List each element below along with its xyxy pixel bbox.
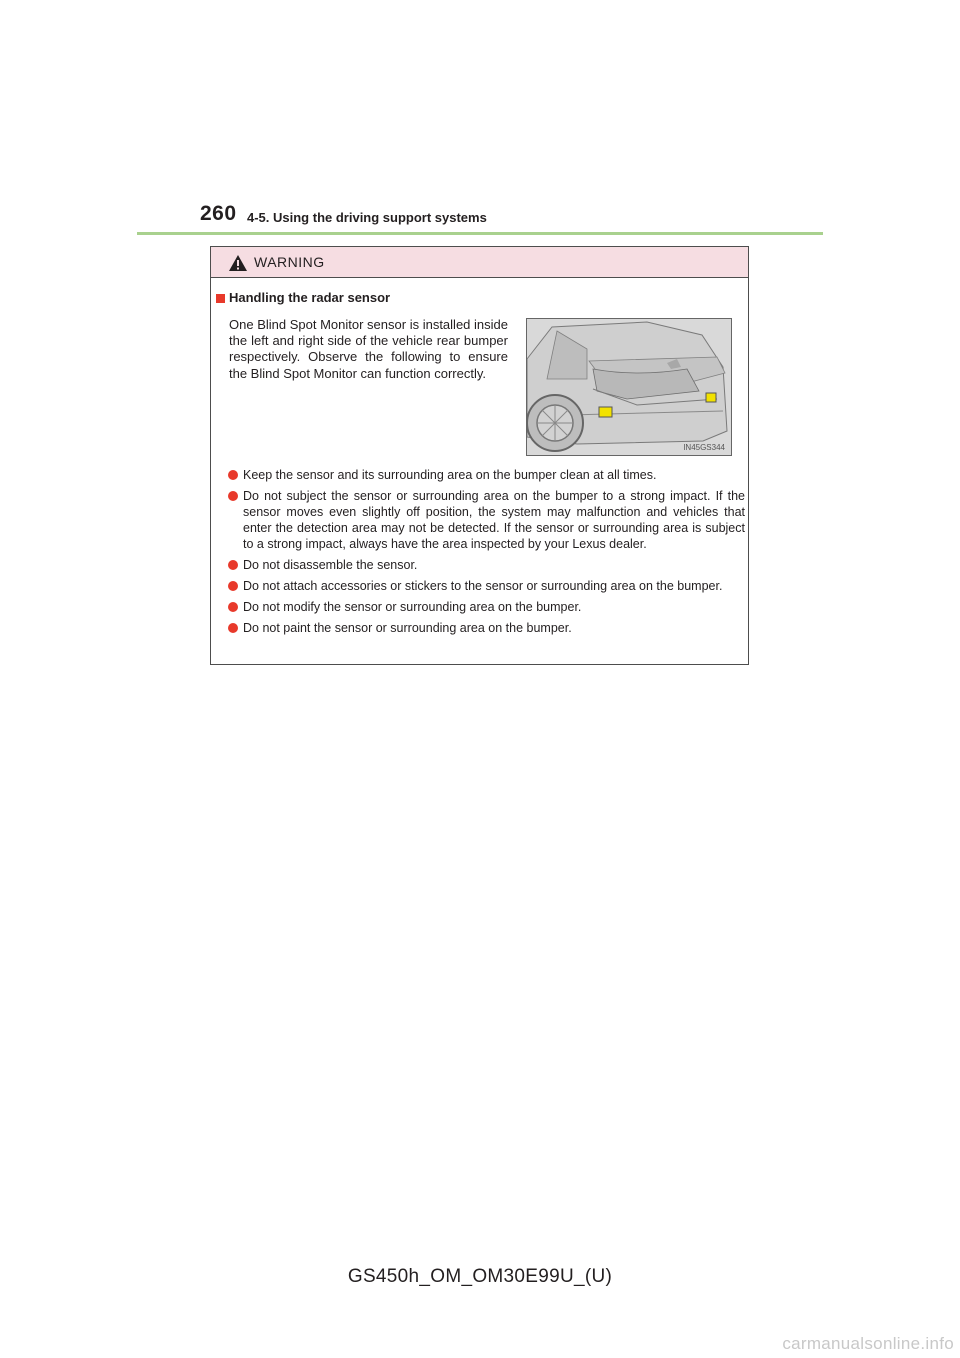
- list-item: [228, 467, 745, 483]
- warning-label: WARNING: [254, 254, 325, 270]
- warning-box: [210, 246, 749, 665]
- bullet-list: [228, 467, 745, 641]
- subheading: Handling the radar sensor: [229, 290, 391, 305]
- bullet-text: Do not modify the sensor or surrounding area on the bumper.: [243, 600, 582, 614]
- bullet-text: Do not paint the sensor or surrounding area on the bumper.: [243, 621, 572, 635]
- right-sensor-marker: [706, 393, 716, 402]
- warning-triangle-icon: [228, 254, 248, 272]
- list-item: [228, 557, 745, 573]
- section-title: 4-5. Using the driving support systems: [247, 210, 487, 225]
- document-code: GS450h_OM_OM30E99U_(U): [347, 1266, 613, 1287]
- red-dot-bullet-icon: [228, 470, 238, 480]
- red-dot-bullet-icon: [228, 491, 238, 501]
- red-dot-bullet-icon: [228, 623, 238, 633]
- bullet-text: Do not disassemble the sensor.: [243, 558, 418, 572]
- watermark: carmanualsonline.info: [782, 1334, 954, 1353]
- left-sensor-marker: [599, 407, 612, 417]
- car-rear-drawing: [527, 319, 732, 456]
- red-square-icon: [216, 294, 225, 303]
- warning-header: [211, 247, 748, 278]
- bullet-text: Do not attach accessories or stickers to the sensor or surrounding area on the bumper.: [243, 579, 723, 593]
- red-dot-bullet-icon: [228, 602, 238, 612]
- list-item: [228, 620, 745, 636]
- red-dot-bullet-icon: [228, 581, 238, 591]
- header-rule: [137, 232, 823, 235]
- red-dot-bullet-icon: [228, 560, 238, 570]
- list-item: [228, 599, 745, 615]
- bullet-text: Do not subject the sensor or surrounding area on the bumper to a strong impact. If the sensor moves even slightly off position, the system may malfunction and vehicles that enter the detection area may not be detected. If the sensor or surrounding area is subject to a strong impact, always have the area inspected by your Lexus dealer.: [243, 489, 745, 551]
- page-number: 260: [200, 202, 237, 225]
- intro-paragraph: One Blind Spot Monitor sensor is installed inside the left and right side of the vehicle rear bumper respectively. Observe the following to ensure the Blind Spot Monitor can function correctly.: [229, 317, 508, 381]
- rear-bumper-sensor-illustration: [526, 318, 732, 456]
- list-item: [228, 488, 745, 552]
- figure-code: IN45GS344: [683, 443, 725, 452]
- bullet-text: Keep the sensor and its surrounding area on the bumper clean at all times.: [243, 468, 657, 482]
- list-item: [228, 578, 745, 594]
